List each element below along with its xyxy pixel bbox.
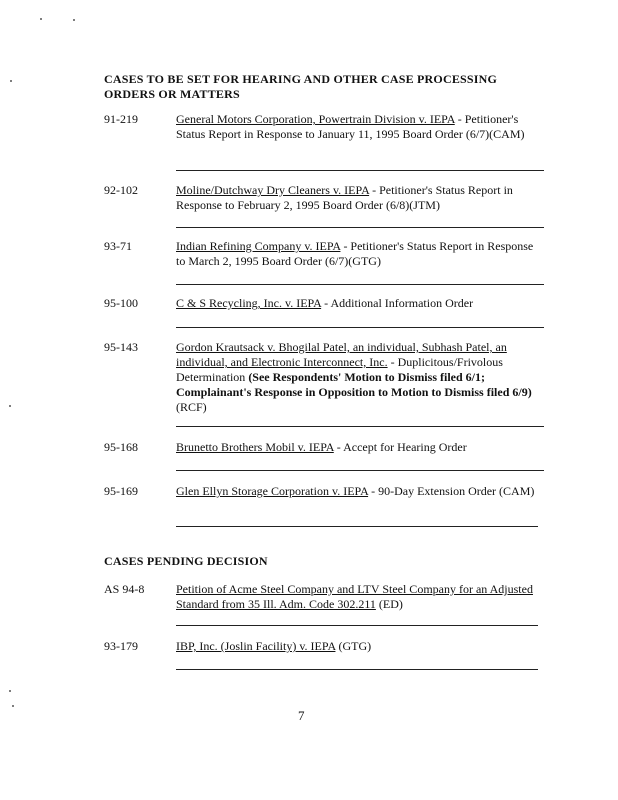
scan-speck (73, 19, 75, 21)
case-description (176, 112, 538, 142)
case-item (104, 183, 544, 233)
case-description (176, 239, 538, 269)
divider-line (176, 227, 544, 228)
case-item (104, 296, 544, 332)
case-description (176, 484, 538, 499)
case-number: 92-102 (104, 183, 138, 197)
case-text: (GTG) (335, 639, 372, 653)
page-number: 7 (298, 708, 305, 723)
case-number: 93-179 (104, 639, 138, 653)
divider-line (176, 170, 544, 171)
case-item (104, 484, 544, 528)
case-text: - 90-Day Extension Order (CAM) (368, 484, 535, 498)
case-bold-note: (See Respondents' Motion to Dismiss filed 6/1; Complainant's Response in Opposition to Motion to Dismiss filed 6/9) (176, 370, 532, 399)
scan-speck (9, 690, 11, 692)
case-text: (ED) (375, 597, 403, 611)
case-description (176, 639, 538, 654)
case-title: General Motors Corporation, Powertrain Division v. IEPA (176, 112, 455, 126)
case-item (104, 639, 544, 673)
case-title: Brunetto Brothers Mobil v. IEPA (176, 440, 334, 454)
case-title: Petition of Acme Steel Company and LTV Steel Company for an Adjusted Standard from 35 Ill. Adm. Code 302.211 (176, 582, 533, 611)
case-number: 95-143 (104, 340, 138, 354)
divider-line (176, 470, 544, 471)
case-number: 95-100 (104, 296, 138, 310)
case-description (176, 340, 538, 415)
scan-speck (12, 705, 14, 707)
case-description (176, 183, 538, 213)
case-item (104, 239, 544, 289)
case-description (176, 296, 538, 311)
divider-line (176, 526, 538, 527)
section-heading-pending: CASES PENDING DECISION (104, 554, 268, 568)
case-tail: (RCF) (176, 400, 207, 414)
scan-speck (10, 80, 12, 82)
case-text: - Petitioner's Status Report in Response to March 2, 1995 Board Order (6/7)(GTG) (176, 239, 534, 268)
case-item (104, 112, 544, 172)
divider-line (176, 625, 538, 626)
divider-line (176, 327, 544, 328)
case-text: - Additional Information Order (321, 296, 474, 310)
case-number: 93-71 (104, 239, 132, 253)
case-number: 91-219 (104, 112, 138, 126)
case-text: - Petitioner's Status Report in Response to January 11, 1995 Board Order (6/7)(CAM) (176, 112, 525, 141)
scan-speck (40, 18, 42, 20)
case-text: - Accept for Hearing Order (333, 440, 467, 454)
divider-line (176, 669, 538, 670)
case-item (104, 340, 544, 432)
case-text: - Petitioner's Status Report in Response to February 2, 1995 Board Order (6/8)(JTM) (176, 183, 513, 212)
case-title: Indian Refining Company v. IEPA (176, 239, 341, 253)
case-text: - Duplicitous/Frivolous Determination (176, 355, 503, 384)
divider-line (176, 284, 544, 285)
case-item (104, 440, 544, 476)
case-title: IBP, Inc. (Joslin Facility) v. IEPA (176, 639, 336, 653)
divider-line (176, 426, 544, 427)
case-number: 95-169 (104, 484, 138, 498)
case-title: C & S Recycling, Inc. v. IEPA (176, 296, 322, 310)
case-number: 95-168 (104, 440, 138, 454)
case-title: Glen Ellyn Storage Corporation v. IEPA (176, 484, 369, 498)
case-title: Moline/Dutchway Dry Cleaners v. IEPA (176, 183, 370, 197)
case-item (104, 582, 544, 630)
section-heading-hearing: CASES TO BE SET FOR HEARING AND OTHER CASE PROCESSING ORDERS OR MATTERS (104, 72, 498, 101)
case-description (176, 582, 538, 612)
case-description (176, 440, 538, 455)
case-title: Gordon Krautsack v. Bhogilal Patel, an individual, Subhash Patel, an individual, and Electronic Interconnect, Inc. (176, 340, 507, 369)
case-number: AS 94-8 (104, 582, 145, 596)
scan-speck (9, 405, 11, 407)
